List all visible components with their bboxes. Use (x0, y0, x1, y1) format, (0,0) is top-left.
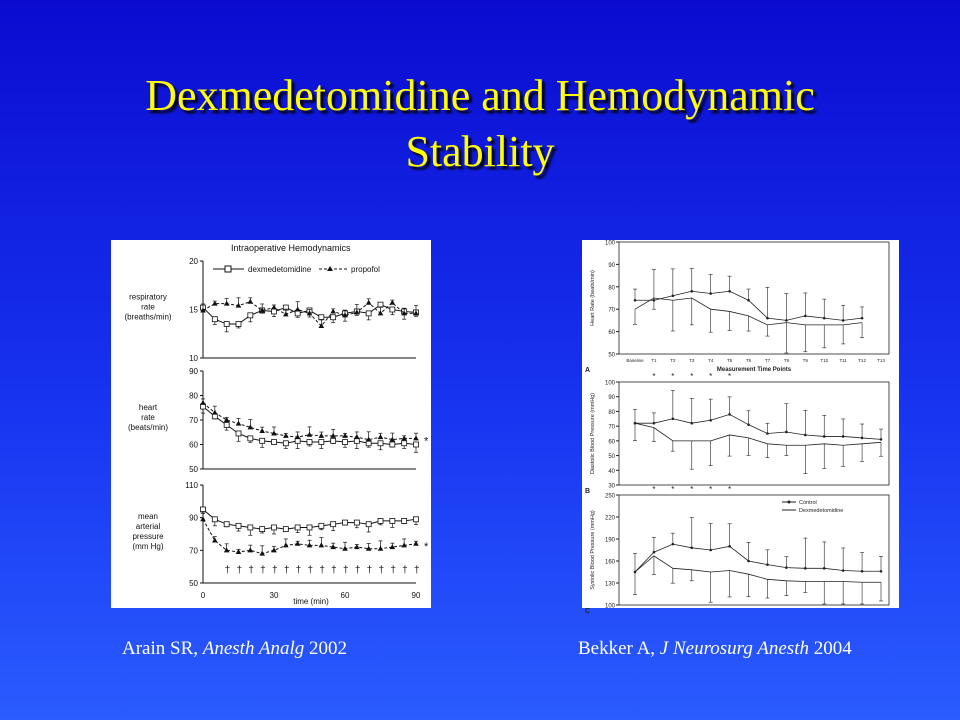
dagger-marker: † (331, 565, 337, 576)
point-control (785, 431, 788, 434)
dagger-marker: † (236, 565, 243, 576)
x-tick-label: 90 (411, 591, 421, 600)
y-tick-label: 60 (608, 330, 615, 337)
point-propofol (378, 434, 384, 439)
citation-left-year: 2002 (304, 638, 348, 659)
point-control (880, 438, 883, 441)
y-tick-label: 100 (604, 603, 615, 610)
y-tick-label: 250 (604, 493, 615, 500)
point-dexmedetomidine (307, 440, 312, 445)
y-tick-label: 15 (189, 305, 198, 315)
y-tick-label: 90 (608, 395, 615, 402)
y-tick-label: 90 (189, 513, 198, 523)
slide-title (0, 68, 960, 180)
point-dexmedetomidine (248, 525, 253, 530)
citation-right (578, 638, 852, 660)
dagger-marker: † (402, 565, 408, 576)
point-control (690, 290, 693, 293)
y-tick-label: 190 (604, 537, 615, 544)
y-tick-label: 50 (189, 579, 198, 588)
point-control (634, 299, 637, 302)
point-dexmedetomidine (319, 523, 324, 528)
point-control (690, 547, 693, 550)
point-dexmedetomidine (248, 436, 253, 441)
legend-marker-control (788, 501, 791, 504)
point-dexmedetomidine (319, 440, 324, 445)
point-control (709, 549, 712, 552)
dagger-marker: † (307, 565, 314, 576)
x-tick-label: T4 (708, 358, 714, 363)
point-propofol (200, 400, 206, 405)
significance-marker: * (652, 485, 656, 494)
point-dexmedetomidine (236, 523, 241, 528)
y-axis-label: arterial (135, 522, 161, 531)
point-propofol (330, 433, 336, 438)
citation-right-journal: J Neurosurg Anesth (659, 638, 809, 659)
series-line-dexmedetomidine (635, 423, 881, 445)
dagger-marker: † (390, 565, 396, 576)
x-tick-label: T6 (745, 358, 752, 363)
point-dexmedetomidine (224, 322, 229, 327)
x-tick-label: Baseline (626, 358, 644, 363)
point-propofol (366, 300, 372, 305)
point-dexmedetomidine (366, 522, 371, 527)
y-tick-label: 70 (608, 424, 615, 431)
point-control (785, 566, 788, 569)
y-tick-label: 90 (189, 367, 198, 376)
dagger-marker: † (283, 565, 290, 576)
y-axis-label: mean (137, 512, 159, 521)
point-dexmedetomidine (331, 315, 336, 320)
point-dexmedetomidine (260, 438, 265, 443)
series-line-dexmedetomidine (203, 407, 416, 445)
point-control (709, 419, 712, 422)
point-propofol (248, 299, 254, 304)
point-control (747, 560, 750, 563)
y-axis-label: rate (141, 413, 155, 422)
point-dexmedetomidine (331, 522, 336, 527)
point-dexmedetomidine (414, 517, 419, 522)
dagger-marker: † (295, 565, 302, 576)
point-propofol (224, 301, 230, 306)
point-control (672, 417, 675, 420)
point-control (823, 567, 826, 570)
point-control (709, 292, 712, 295)
point-dexmedetomidine (414, 442, 419, 447)
y-tick-label: 110 (185, 481, 198, 490)
dagger-marker: † (414, 565, 420, 576)
point-control (653, 551, 656, 554)
point-dexmedetomidine (378, 302, 383, 307)
chart-title: Intraoperative Hemodynamics (231, 243, 351, 253)
point-propofol (330, 308, 336, 313)
point-dexmedetomidine (236, 322, 241, 327)
citation-left-author: Arain SR, (122, 638, 203, 659)
y-axis-label: respiratory (129, 292, 167, 302)
point-control (766, 432, 769, 435)
point-dexmedetomidine (402, 518, 407, 523)
point-dexmedetomidine (354, 520, 359, 525)
measurement-time-points-chart (582, 240, 899, 615)
significance-marker: * (690, 485, 694, 494)
point-dexmedetomidine (272, 309, 277, 314)
intraoperative-hemodynamics-chart (111, 240, 431, 608)
point-propofol (224, 417, 230, 422)
significance-marker: * (709, 372, 713, 381)
point-dexmedetomidine (283, 441, 288, 446)
x-tick-label: T10 (820, 358, 829, 363)
point-control (842, 319, 845, 322)
dagger-marker: † (272, 565, 278, 576)
x-axis-label: Measurement Time Points (716, 367, 792, 373)
point-propofol (200, 516, 206, 521)
point-propofol (248, 547, 254, 552)
point-propofol (236, 421, 242, 426)
y-tick-label: 20 (189, 257, 198, 266)
point-control (728, 413, 731, 416)
point-dexmedetomidine (283, 527, 288, 532)
point-dexmedetomidine (272, 440, 277, 445)
y-tick-label: 80 (608, 285, 615, 292)
point-control (842, 569, 845, 572)
point-dexmedetomidine (212, 517, 217, 522)
point-dexmedetomidine (390, 442, 395, 447)
y-tick-label: 100 (604, 380, 615, 387)
point-dexmedetomidine (390, 518, 395, 523)
significance-marker: * (671, 372, 675, 381)
significance-marker: * (690, 372, 694, 381)
dagger-marker: † (366, 565, 373, 576)
point-control (804, 315, 807, 318)
point-dexmedetomidine (319, 315, 324, 320)
point-dexmedetomidine (390, 307, 395, 312)
x-axis-label: time (min) (293, 597, 329, 606)
point-control (728, 290, 731, 293)
point-control (785, 319, 788, 322)
point-control (804, 434, 807, 437)
point-dexmedetomidine (378, 441, 383, 446)
title-line-1: Dexmedetomidine and Hemodynamic (145, 71, 815, 120)
y-axis-label: rate (141, 302, 155, 312)
series-line-propofol (203, 519, 416, 553)
y-tick-label: 40 (608, 468, 615, 475)
point-dexmedetomidine (331, 438, 336, 443)
y-axis-label: (breaths/min) (124, 312, 172, 322)
panel-letter: C (585, 608, 591, 615)
citation-right-year: 2004 (808, 638, 852, 659)
dagger-marker: † (354, 565, 361, 576)
y-tick-label: 50 (608, 454, 615, 461)
point-control (880, 570, 883, 573)
y-tick-label: 130 (604, 581, 615, 588)
point-control (861, 317, 864, 320)
point-propofol (319, 542, 325, 547)
point-dexmedetomidine (402, 441, 407, 446)
point-control (823, 435, 826, 438)
x-tick-label: T5 (726, 358, 733, 363)
point-propofol (378, 546, 384, 551)
point-dexmedetomidine (224, 422, 229, 427)
y-tick-label: 70 (189, 416, 198, 425)
point-control (728, 545, 731, 548)
y-axis-label: Diastolic Blood Pressure (mmHg) (590, 392, 596, 475)
plot-frame (619, 382, 889, 485)
y-tick-label: 60 (189, 440, 198, 450)
x-tick-label: 0 (200, 591, 206, 600)
y-tick-label: 80 (608, 409, 615, 416)
plot-frame (619, 242, 889, 354)
title-line-2: Stability (405, 127, 555, 176)
legend-label-propofol: propofol (351, 265, 380, 274)
point-dexmedetomidine (248, 313, 253, 318)
y-axis-label: pressure (132, 532, 164, 541)
dagger-marker: † (224, 565, 231, 576)
point-dexmedetomidine (236, 431, 241, 436)
y-tick-label: 80 (189, 391, 198, 401)
significance-marker: * (424, 540, 429, 553)
point-control (861, 437, 864, 440)
point-propofol (259, 428, 265, 433)
point-control (690, 422, 693, 425)
panel-letter: B (585, 488, 591, 495)
y-tick-label: 90 (608, 262, 615, 269)
series-line-dexmedetomidine (635, 556, 881, 582)
legend-label-dex: dexmedetomidine (248, 265, 312, 274)
point-control (823, 317, 826, 320)
dagger-marker: † (260, 565, 266, 576)
point-control (747, 299, 750, 302)
y-tick-label: 100 (604, 240, 615, 247)
point-control (766, 563, 769, 566)
point-control (672, 543, 675, 546)
point-propofol (307, 432, 313, 437)
x-tick-label: T8 (783, 358, 790, 363)
legend-label-control: Control (799, 500, 817, 506)
x-tick-label: T1 (651, 358, 657, 363)
y-axis-label: Heart Rate (beats/min) (590, 270, 596, 326)
point-dexmedetomidine (307, 525, 312, 530)
significance-marker: * (652, 372, 656, 381)
dagger-marker: † (378, 565, 385, 576)
significance-marker: * (671, 485, 675, 494)
dagger-marker: † (248, 565, 254, 576)
point-dexmedetomidine (260, 527, 265, 532)
legend-marker-dex (225, 266, 231, 272)
y-axis-label: (beats/min) (127, 423, 169, 432)
y-tick-label: 70 (189, 546, 198, 556)
legend-marker-propofol (327, 266, 333, 271)
y-tick-label: 160 (604, 559, 615, 566)
x-tick-label: T13 (877, 358, 885, 363)
y-axis-label: (mm Hg) (132, 542, 164, 551)
y-tick-label: 50 (608, 352, 615, 359)
point-dexmedetomidine (366, 311, 371, 316)
x-tick-label: T7 (764, 358, 771, 363)
significance-marker: * (709, 485, 713, 494)
point-control (804, 567, 807, 570)
point-control (672, 294, 675, 297)
significance-marker: * (728, 485, 732, 494)
significance-marker: * (728, 372, 732, 381)
point-dexmedetomidine (212, 317, 217, 322)
point-propofol (295, 307, 301, 312)
y-axis-label: Systolic Blood Pressure (mmHg) (590, 510, 596, 590)
x-tick-label: T2 (670, 358, 676, 363)
point-dexmedetomidine (295, 311, 300, 316)
point-propofol (212, 538, 218, 543)
point-dexmedetomidine (378, 518, 383, 523)
x-tick-label: T9 (802, 358, 808, 363)
legend-label-dexmedetomidine: Dexmedetomidine (799, 508, 844, 514)
x-tick-label: 30 (269, 591, 279, 600)
citation-right-author: Bekker A, (578, 638, 660, 659)
y-tick-label: 220 (604, 515, 615, 522)
point-control (747, 423, 750, 426)
point-dexmedetomidine (295, 525, 300, 530)
significance-marker: * (424, 435, 429, 448)
left-figure (111, 240, 431, 608)
y-tick-label: 10 (189, 354, 198, 363)
point-control (861, 570, 864, 573)
x-tick-label: T12 (858, 358, 866, 363)
y-axis-label: heart (138, 403, 158, 412)
point-dexmedetomidine (343, 440, 348, 445)
y-tick-label: 70 (608, 307, 615, 314)
point-dexmedetomidine (343, 520, 348, 525)
point-dexmedetomidine (224, 522, 229, 527)
citation-left-journal: Anesth Analg (202, 638, 305, 659)
point-control (653, 422, 656, 425)
x-tick-label: T11 (839, 358, 847, 363)
x-tick-label: 60 (340, 591, 350, 600)
dagger-marker: † (319, 565, 325, 576)
point-control (766, 317, 769, 320)
point-dexmedetomidine (272, 525, 277, 530)
panel-letter: A (585, 367, 591, 374)
y-tick-label: 50 (189, 465, 198, 474)
x-tick-label: T3 (689, 358, 695, 363)
y-tick-label: 60 (608, 439, 615, 446)
right-figure (582, 240, 899, 615)
point-propofol (319, 433, 325, 438)
dagger-marker: † (343, 565, 349, 576)
point-control (842, 435, 845, 438)
y-tick-label: 30 (608, 483, 615, 490)
citation-left (122, 638, 347, 660)
